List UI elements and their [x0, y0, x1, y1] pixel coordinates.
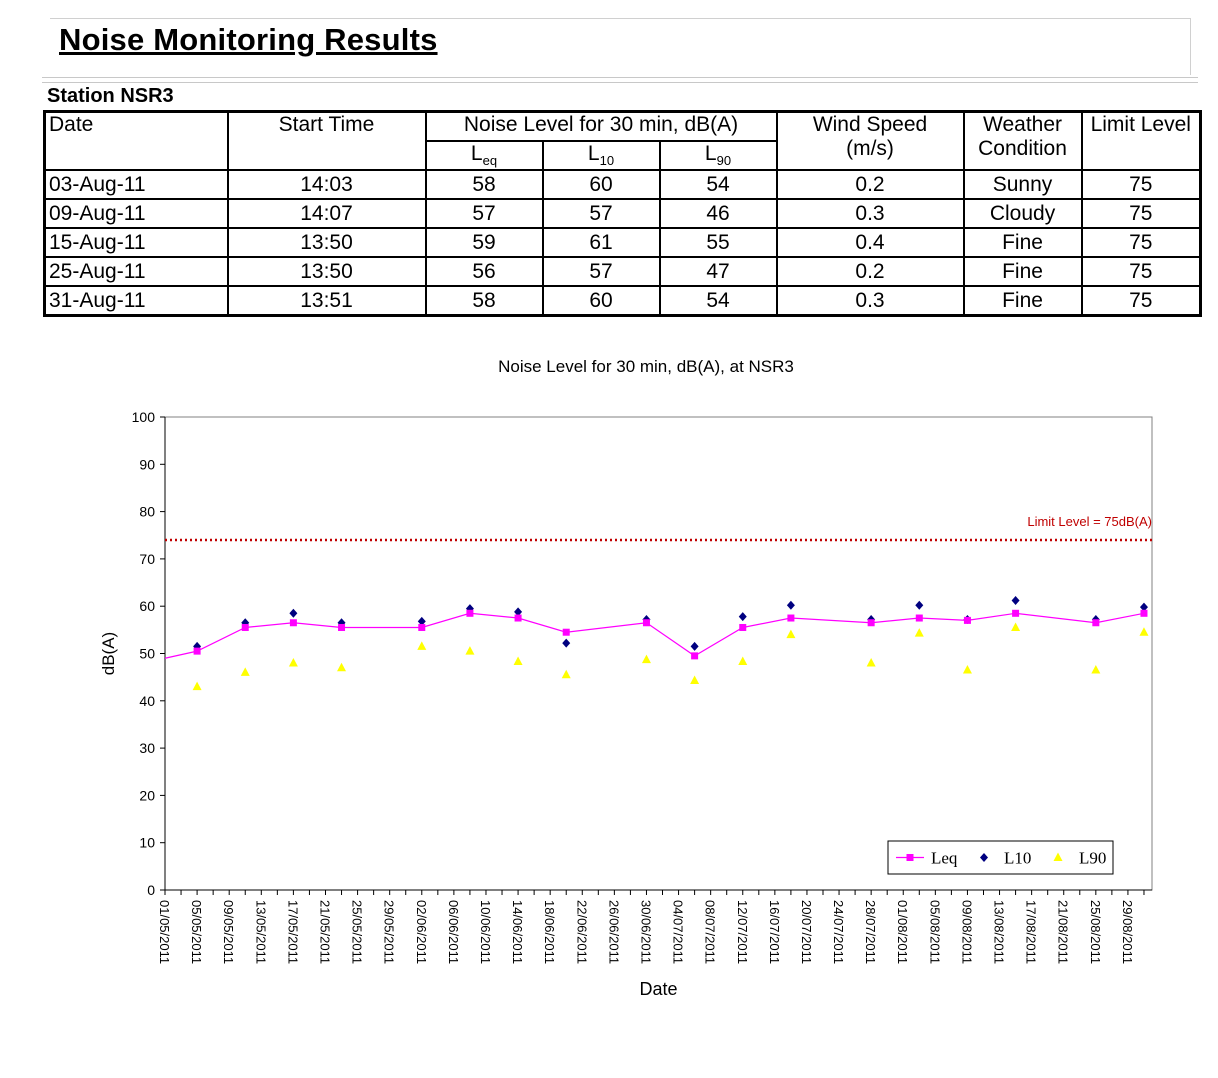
x-tick-label: 13/05/2011	[253, 900, 269, 965]
cell-start-time: 13:50	[228, 257, 426, 286]
header-weather-line2: Condition	[978, 137, 1067, 160]
x-tick-label: 25/05/2011	[349, 900, 365, 965]
x-tick-label: 20/07/2011	[798, 900, 814, 965]
legend-leq-label: Leq	[931, 848, 958, 868]
y-tick-label: 20	[139, 787, 155, 804]
cell-limit: 75	[1082, 257, 1201, 286]
cell-l10: 57	[543, 257, 660, 286]
cell-date: 25-Aug-11	[45, 257, 228, 286]
cell-wind: 0.2	[777, 257, 964, 286]
cell-start-time: 14:03	[228, 170, 426, 199]
cell-leq: 57	[426, 199, 543, 228]
cell-weather: Cloudy	[964, 199, 1082, 228]
leq-point	[1092, 619, 1099, 626]
legend-l10-label: L10	[1004, 848, 1032, 868]
cell-limit: 75	[1082, 286, 1201, 316]
x-tick-label: 09/05/2011	[221, 900, 237, 965]
page-title: Noise Monitoring Results	[59, 22, 438, 57]
plot-area	[165, 417, 1152, 890]
x-tick-label: 17/05/2011	[285, 900, 301, 965]
cell-limit: 75	[1082, 170, 1201, 199]
x-tick-label: 21/08/2011	[1055, 900, 1071, 965]
y-tick-label: 80	[139, 503, 155, 520]
separator	[42, 77, 1198, 83]
leq-point	[515, 615, 522, 622]
header-date: Date	[45, 112, 228, 171]
header-wind-speed	[777, 112, 964, 171]
leq-point	[418, 624, 425, 631]
cell-date: 31-Aug-11	[45, 286, 228, 316]
y-tick-label: 40	[139, 692, 155, 709]
header-l10: $L_{10}$	[543, 141, 660, 170]
leq-point	[916, 615, 923, 622]
table-row	[45, 286, 1201, 316]
legend-l90-label: L90	[1079, 848, 1107, 868]
y-tick-label: 90	[139, 456, 155, 473]
table-row	[45, 199, 1201, 228]
header-wind-speed-line2: (m/s)	[846, 137, 894, 160]
leq-point	[643, 619, 650, 626]
y-axis-label: dB(A)	[99, 631, 118, 676]
y-tick-label: 0	[147, 882, 155, 898]
leq-point	[290, 619, 297, 626]
y-tick-label: 50	[139, 645, 155, 662]
cell-leq: 59	[426, 228, 543, 257]
cell-date: 09-Aug-11	[45, 199, 228, 228]
cell-date: 15-Aug-11	[45, 228, 228, 257]
cell-l10: 60	[543, 286, 660, 316]
x-tick-label: 05/08/2011	[927, 900, 943, 965]
x-tick-label: 22/06/2011	[574, 900, 590, 965]
x-tick-label: 29/08/2011	[1119, 900, 1135, 965]
cell-leq: 56	[426, 257, 543, 286]
y-tick-label: 100	[131, 409, 155, 425]
cell-weather: Fine	[964, 257, 1082, 286]
leq-point	[1140, 610, 1147, 617]
cell-l10: 61	[543, 228, 660, 257]
x-tick-label: 08/07/2011	[702, 900, 718, 965]
header-leq: $L_{eq}$	[426, 141, 543, 170]
x-tick-label: 16/07/2011	[766, 900, 782, 965]
leq-point	[1012, 610, 1019, 617]
x-tick-label: 29/05/2011	[381, 900, 397, 965]
cell-l90: 54	[660, 286, 777, 316]
station-label: Station NSR3	[47, 85, 174, 107]
x-tick-label: 30/06/2011	[638, 900, 654, 965]
leq-point	[691, 652, 698, 659]
cell-l90: 55	[660, 228, 777, 257]
x-tick-label: 21/05/2011	[317, 900, 333, 965]
table-row	[45, 170, 1201, 199]
leq-point	[964, 617, 971, 624]
table-row	[45, 257, 1201, 286]
x-tick-label: 01/08/2011	[895, 900, 911, 965]
x-tick-label: 24/07/2011	[831, 900, 847, 965]
cell-limit: 75	[1082, 228, 1201, 257]
x-tick-label: 18/06/2011	[542, 900, 558, 965]
cell-wind: 0.4	[777, 228, 964, 257]
header-weather	[964, 112, 1082, 171]
cell-start-time: 14:07	[228, 199, 426, 228]
cell-l10: 57	[543, 199, 660, 228]
x-tick-label: 02/06/2011	[413, 900, 429, 965]
cell-l90: 46	[660, 199, 777, 228]
header-noise-level: Noise Level for 30 min, dB(A)	[426, 112, 777, 142]
x-tick-label: 05/05/2011	[189, 900, 205, 965]
leq-point	[194, 648, 201, 655]
cell-weather: Fine	[964, 228, 1082, 257]
cell-start-time: 13:50	[228, 228, 426, 257]
x-tick-label: 14/06/2011	[510, 900, 526, 965]
cell-limit: 75	[1082, 199, 1201, 228]
y-tick-label: 10	[139, 834, 155, 851]
cell-wind: 0.3	[777, 286, 964, 316]
x-tick-label: 06/06/2011	[445, 900, 461, 965]
header-l90: $L_{90}$	[660, 141, 777, 170]
x-tick-label: 28/07/2011	[863, 900, 879, 965]
leq-point	[787, 615, 794, 622]
cell-l10: 60	[543, 170, 660, 199]
results-table	[43, 110, 1202, 317]
cell-leq: 58	[426, 286, 543, 316]
noise-chart	[0, 395, 1218, 1015]
leq-point	[242, 624, 249, 631]
cell-leq: 58	[426, 170, 543, 199]
x-tick-label: 13/08/2011	[991, 900, 1007, 965]
y-tick-label: 70	[139, 550, 155, 567]
leq-point	[338, 624, 345, 631]
cell-start-time: 13:51	[228, 286, 426, 316]
x-tick-label: 25/08/2011	[1087, 900, 1103, 965]
x-tick-label: 01/05/2011	[157, 900, 172, 965]
leq-point	[466, 610, 473, 617]
x-tick-label: 17/08/2011	[1023, 900, 1039, 965]
y-tick-label: 60	[139, 598, 155, 615]
cell-l90: 47	[660, 257, 777, 286]
header-limit-level: Limit Level	[1082, 112, 1201, 171]
legend-leq-marker	[907, 854, 914, 861]
header-weather-line1: Weather	[983, 113, 1063, 136]
cell-date: 03-Aug-11	[45, 170, 228, 199]
header-start-time: Start Time	[228, 112, 426, 171]
x-axis-label: Date	[639, 979, 678, 999]
cell-weather: Sunny	[964, 170, 1082, 199]
x-tick-label: 12/07/2011	[734, 900, 750, 965]
x-tick-label: 26/06/2011	[606, 900, 622, 965]
x-tick-label: 10/06/2011	[477, 900, 493, 965]
leq-point	[868, 619, 875, 626]
y-tick-label: 30	[139, 740, 155, 757]
x-tick-label: 04/07/2011	[670, 900, 686, 965]
cell-l90: 54	[660, 170, 777, 199]
table-row	[45, 228, 1201, 257]
cell-wind: 0.3	[777, 199, 964, 228]
x-tick-label: 09/08/2011	[959, 900, 975, 965]
leq-point	[739, 624, 746, 631]
chart-title: Noise Level for 30 min, dB(A), at NSR3	[498, 357, 794, 376]
leq-point	[563, 629, 570, 636]
header-wind-speed-line1: Wind Speed	[812, 113, 928, 136]
cell-weather: Fine	[964, 286, 1082, 316]
cell-wind: 0.2	[777, 170, 964, 199]
limit-line-label: Limit Level = 75dB(A)	[1027, 513, 1152, 529]
